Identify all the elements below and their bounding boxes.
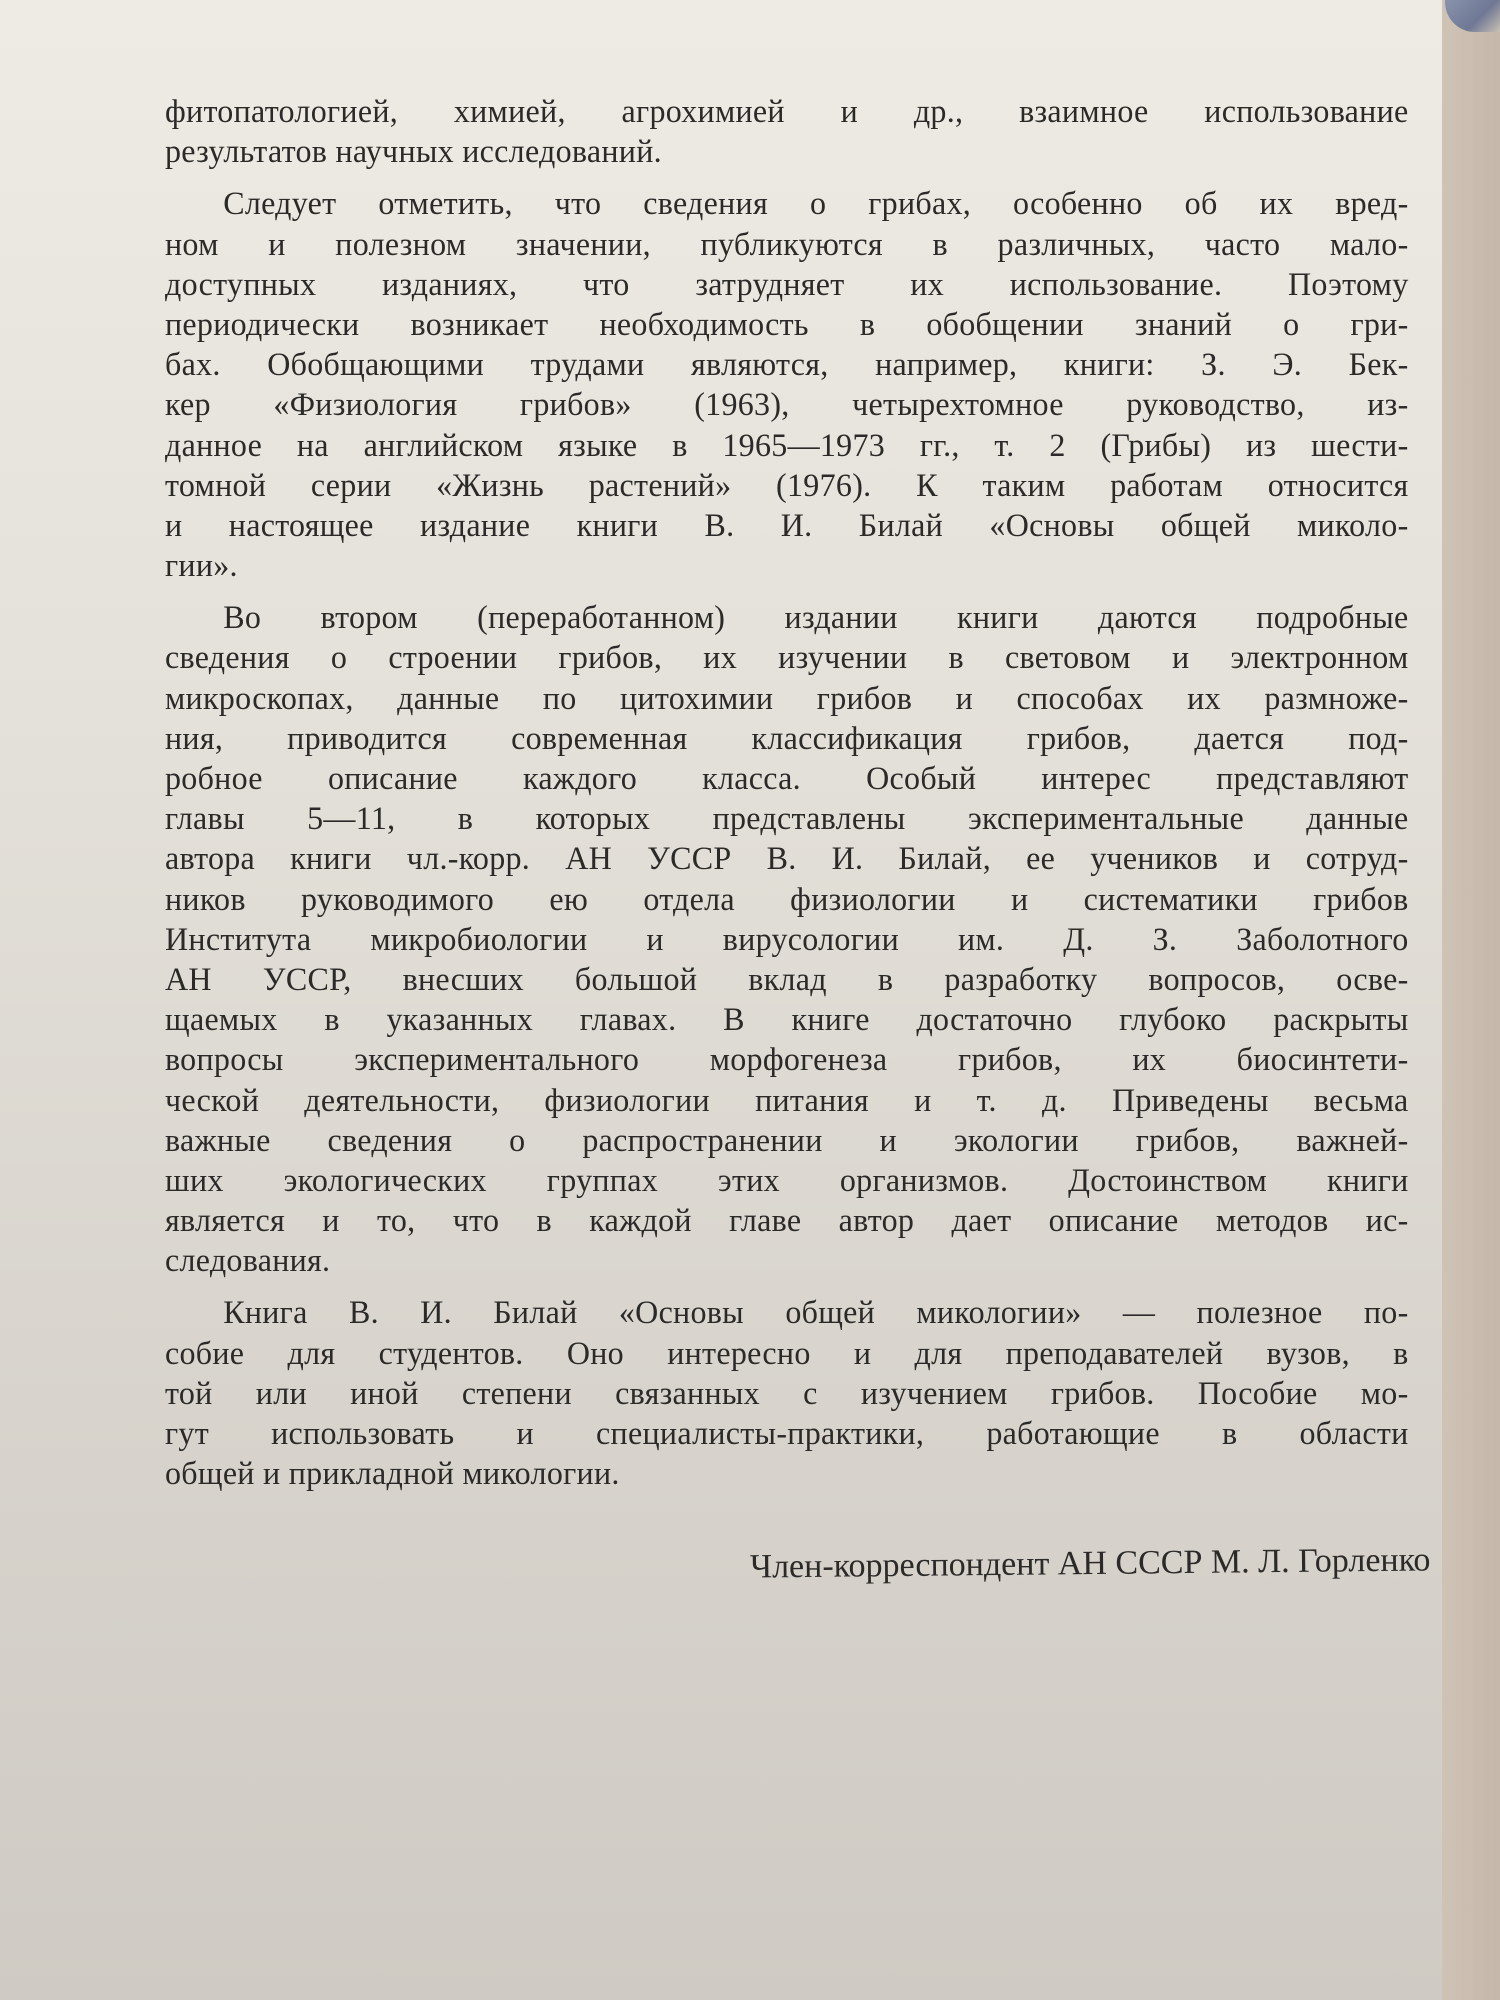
text-line: доступных изданиях, что затрудняет их использование. Поэтому <box>165 266 1409 303</box>
text-line: щаемых в указанных главах. В книге достаточно глубоко раскрыты <box>165 1002 1409 1039</box>
text-line: автора книги чл.-корр. АН УССР В. И. Билай, ее учеников и сотруд- <box>165 841 1409 878</box>
paragraph-gap <box>165 172 1409 184</box>
text-line: кер «Физиология грибов» (1963), четырехтомное руководство, из- <box>165 387 1409 424</box>
text-line: ния, приводится современная классификация грибов, дается под- <box>165 720 1409 757</box>
text-line: микроскопах, данные по цитохимии грибов и способах их размноже- <box>165 680 1409 717</box>
text-line: общей и прикладной микологии. <box>165 1456 620 1493</box>
text-line: ших экологических группах этих организмов. Достоинством книги <box>165 1162 1409 1199</box>
paragraph <box>165 184 1409 586</box>
text-line: собие для студентов. Оно интересно и для преподавателей вузов, в <box>165 1335 1409 1372</box>
paragraph-gap <box>165 586 1409 598</box>
text-line: главы 5—11, в которых представлены экспериментальные данные <box>165 801 1409 838</box>
paragraph-gap <box>165 1281 1409 1293</box>
text-line: АН УССР, внесших большой вклад в разработку вопросов, осве- <box>165 961 1409 998</box>
text-line: следования. <box>165 1243 331 1280</box>
text-line: Института микробиологии и вирусологии им. Д. З. Заболотного <box>165 921 1409 958</box>
text-line: результатов научных исследований. <box>165 134 662 171</box>
signature: Член-корреспондент АН СССР М. Л. Горленко <box>749 1541 1431 1586</box>
text-line: сведения о строении грибов, их изучении в световом и электронном <box>165 640 1409 677</box>
text-line: гии». <box>165 548 238 585</box>
paragraph <box>165 598 1409 1281</box>
page-edge <box>1442 0 1500 2000</box>
text-line: ческой деятельности, физиологии питания и т. д. Приведены весьма <box>165 1082 1409 1119</box>
text-line: периодически возникает необходимость в обобщении знаний о гри- <box>165 306 1409 343</box>
paragraph <box>165 1293 1409 1494</box>
text-line: томной серии «Жизнь растений» (1976). К таким работам относится <box>165 467 1409 504</box>
text-line: и настоящее издание книги В. И. Билай «Основы общей миколо- <box>165 507 1409 544</box>
text-line: Во втором (переработанном) издании книги даются подробные <box>223 600 1409 637</box>
text-line: Книга В. И. Билай «Основы общей микологии» — полезное по- <box>223 1295 1409 1332</box>
text-line: ном и полезном значении, публикуются в различных, часто мало- <box>165 226 1409 263</box>
paragraph <box>165 92 1409 172</box>
text-line: является и то, что в каждой главе автор дает описание методов ис- <box>165 1203 1409 1240</box>
text-line: бах. Обобщающими трудами являются, например, книги: З. Э. Бек- <box>165 347 1409 384</box>
text-line: вопросы экспериментального морфогенеза грибов, их биосинтети- <box>165 1042 1409 1079</box>
text-line: ников руководимого ею отдела физиологии и систематики грибов <box>165 881 1409 918</box>
text-line: данное на английском языке в 1965—1973 гг., т. 2 (Грибы) из шести- <box>165 427 1409 464</box>
text-line: важные сведения о распространении и экологии грибов, важней- <box>165 1122 1409 1159</box>
text-line: той или иной степени связанных с изучением грибов. Пособие мо- <box>165 1375 1409 1412</box>
document-body <box>165 92 1409 1494</box>
text-line: Следует отметить, что сведения о грибах, особенно об их вред- <box>223 186 1409 223</box>
text-line: гут использовать и специалисты-практики, работающие в области <box>165 1416 1409 1452</box>
text-line: фитопатологией, химией, агрохимией и др., взаимное использование <box>165 94 1409 130</box>
text-line: робное описание каждого класса. Особый интерес представляют <box>165 761 1409 797</box>
